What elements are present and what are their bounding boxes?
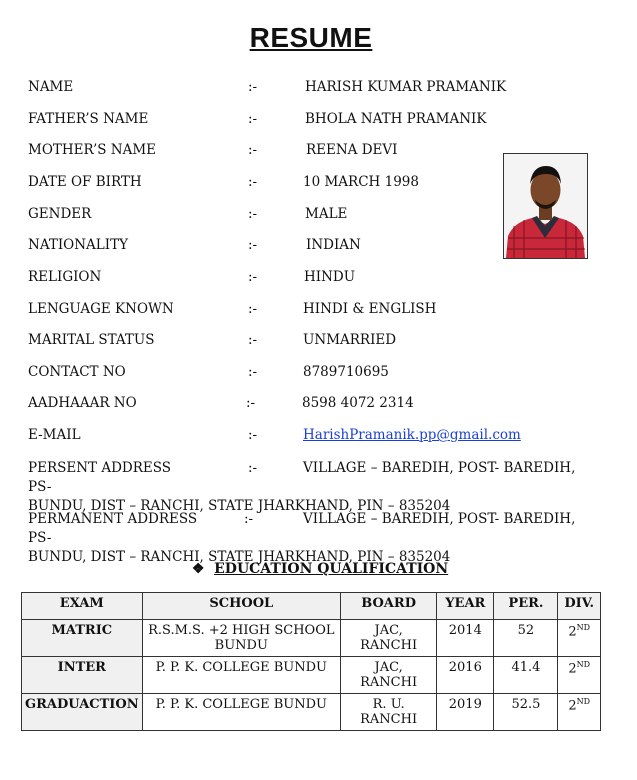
column-header: PER. (494, 593, 558, 620)
address-line-2: BUNDU, DIST – RANCHI, STATE JHARKHAND, PIN – 835204 (28, 549, 451, 565)
field-label: MOTHER’S NAME (28, 142, 157, 158)
column-header: YEAR (437, 593, 494, 620)
field-value: 8598 4072 2314 (302, 395, 414, 411)
field-value: HINDI & ENGLISH (303, 301, 437, 317)
cell-percentage: 52.5 (494, 694, 558, 731)
field-value: BHOLA NATH PRAMANIK (305, 111, 487, 127)
email-link[interactable]: HarishPramanik.pp@gmail.com (303, 427, 521, 443)
field-label: DATE OF BIRTH (28, 174, 142, 190)
column-header: DIV. (558, 593, 601, 620)
cell-board: JAC, RANCHI (341, 657, 437, 694)
field-value: 10 MARCH 1998 (303, 174, 419, 190)
education-heading (0, 561, 637, 577)
cell-school: P. P. K. COLLEGE BUNDU (142, 694, 340, 731)
field-separator: :- (246, 395, 256, 411)
field-separator: :- (248, 142, 258, 158)
field-value: UNMARRIED (303, 332, 397, 348)
field-separator: :- (248, 332, 258, 348)
cell-board: R. U. RANCHI (341, 694, 437, 731)
cell-year: 2014 (437, 620, 494, 657)
division-number: 2 (568, 661, 577, 677)
cell-board: JAC, RANCHI (341, 620, 437, 657)
cell-exam: MATRIC (22, 620, 143, 657)
field-label: FATHER’S NAME (28, 111, 149, 127)
education-table (21, 592, 601, 731)
field-label: PERMANENT ADDRESS (28, 511, 198, 527)
division-suffix: ND (576, 623, 591, 632)
resume-title: RESUME (249, 22, 373, 53)
field-label: CONTACT NO (28, 364, 126, 380)
field-separator: :- (244, 511, 254, 527)
diamond-bullet-icon: ❖ (191, 561, 205, 577)
cell-exam: INTER (22, 657, 143, 694)
field-label: AADHAAAR NO (28, 395, 137, 411)
field-label: MARITAL STATUS (28, 332, 155, 348)
field-separator: :- (248, 427, 258, 443)
cell-percentage: 41.4 (494, 657, 558, 694)
field-separator: :- (248, 174, 258, 190)
field-separator: :- (248, 269, 258, 285)
cell-exam: GRADUACTION (22, 694, 143, 731)
cell-percentage: 52 (494, 620, 558, 657)
column-header: SCHOOL (142, 593, 340, 620)
table-row (22, 694, 601, 731)
field-label: RELIGION (28, 269, 102, 285)
field-label: NATIONALITY (28, 237, 129, 253)
field-separator: :- (248, 301, 258, 317)
permanent-address (28, 510, 588, 567)
cell-division (558, 694, 601, 731)
address-line-1: VILLAGE – BAREDIH, POST- BAREDIH, PS- (28, 460, 576, 495)
field-label: GENDER (28, 206, 92, 222)
profile-photo-illustration (504, 154, 587, 258)
field-label: PERSENT ADDRESS (28, 460, 171, 476)
field-separator: :- (248, 79, 258, 95)
cell-year: 2019 (437, 694, 494, 731)
profile-photo (503, 153, 588, 259)
address-line-1: VILLAGE – BAREDIH, POST- BAREDIH, PS- (28, 511, 576, 546)
field-separator: :- (248, 111, 258, 127)
section-title: EDUCATION QUALIFICATION (214, 561, 449, 577)
field-value: 8789710695 (303, 364, 389, 380)
field-value: INDIAN (306, 237, 361, 253)
field-separator: :- (248, 460, 258, 476)
table-row (22, 657, 601, 694)
cell-school: R.S.M.S. +2 HIGH SCHOOL BUNDU (142, 620, 340, 657)
cell-division (558, 620, 601, 657)
cell-year: 2016 (437, 657, 494, 694)
cell-division (558, 657, 601, 694)
table-header-row (22, 593, 601, 620)
field-value: MALE (305, 206, 348, 222)
present-address (28, 459, 588, 516)
cell-school: P. P. K. COLLEGE BUNDU (142, 657, 340, 694)
table-row (22, 620, 601, 657)
division-suffix: ND (576, 697, 591, 706)
column-header: EXAM (22, 593, 143, 620)
field-value: HINDU (304, 269, 356, 285)
field-label: E-MAIL (28, 427, 81, 443)
division-number: 2 (568, 698, 577, 714)
field-label: LENGUAGE KNOWN (28, 301, 174, 317)
column-header: BOARD (341, 593, 437, 620)
field-separator: :- (248, 206, 258, 222)
field-value: HARISH KUMAR PRAMANIK (305, 79, 507, 95)
address-line-2: BUNDU, DIST – RANCHI, STATE JHARKHAND, PIN – 835204 (28, 498, 451, 514)
division-number: 2 (568, 624, 577, 640)
division-suffix: ND (576, 660, 591, 669)
field-value: REENA DEVI (306, 142, 398, 158)
field-label: NAME (28, 79, 74, 95)
field-separator: :- (248, 364, 258, 380)
field-separator: :- (248, 237, 258, 253)
